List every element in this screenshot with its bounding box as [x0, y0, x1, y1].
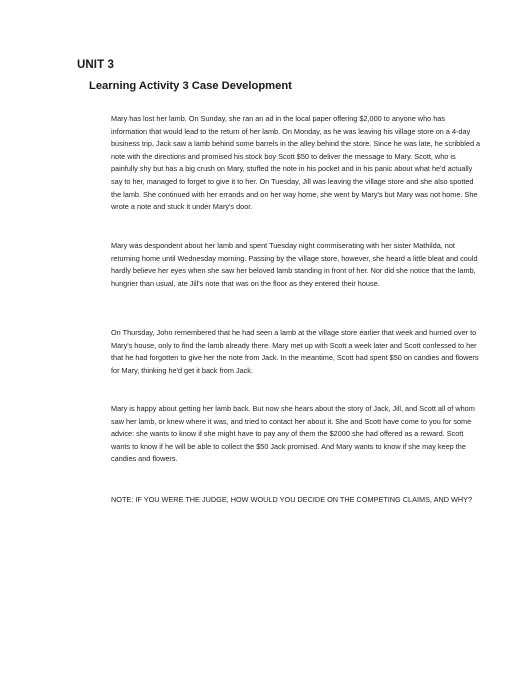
case-paragraph-2: Mary was despondent about her lamb and spent Tuesday night commiserating with her sister Mathilda, not returning home until Wednesday morning. Passing by the village store, however, she heard a little bleat and could hardly believe her eyes when she saw her beloved lamb standing in front of her. Nor did she notice that the lamb, hungrier than usual, ate Jill's note that was on the floor as they entered their house. [111, 241, 478, 288]
case-paragraph-3: On Thursday, John remembered that he had seen a lamb at the village store earlier that week and hurried over to Mary's house, only to find the lamb already there. Mary met up with Scott a week later and Scott confessed to her that he had forgotten to give her the note from Jack. In the meantime, Scott had spent $50 on candies and flowers for Mary, thinking he'd get it back from Jack. [111, 328, 479, 375]
case-paragraph-4: Mary is happy about getting her lamb back. But now she hears about the story of Jack, Jill, and Scott all of whom saw her lamb, or knew where it was, and tried to contact her about it. She and Scott have come to you for some advice: she wants to know if she might have to pay any of them the $2000 she had offered as a reward. Scott wants to know if he will be able to collect the $50 Jack promised. And Mary wants to know if she may keep the candies and flowers. [111, 404, 475, 464]
case-paragraph-1: Mary has lost her lamb. On Sunday, she ran an ad in the local paper offering $2,000 to anyone who has information that would lead to the return of her lamb. On Monday, as he was leaving his village store on a 4-day business trip, Jack saw a lamb behind some barrels in the alley behind the store. Since he was late, he scribbled a note with the directions and promised his stock boy Scott $50 to deliver the message to Mary. Scott, who is painfully shy but has a big crush on Mary, stuffed the note in his pocket and in his panic about what he'd actually say to her, managed to forget to give it to her. On Tuesday, Jill was leaving the village store and she also spotted the lamb. She continued with her errands and on her way home, she went by Mary's but Mary was not home. She wrote a note and stuck it under Mary's door. [111, 114, 481, 212]
judge-note: NOTE: IF YOU WERE THE JUDGE, HOW WOULD YOU DECIDE ON THE COMPETING CLAIMS, AND WHY? [111, 495, 473, 504]
activity-heading: Learning Activity 3 Case Development [89, 80, 292, 92]
unit-heading: UNIT 3 [77, 59, 115, 71]
